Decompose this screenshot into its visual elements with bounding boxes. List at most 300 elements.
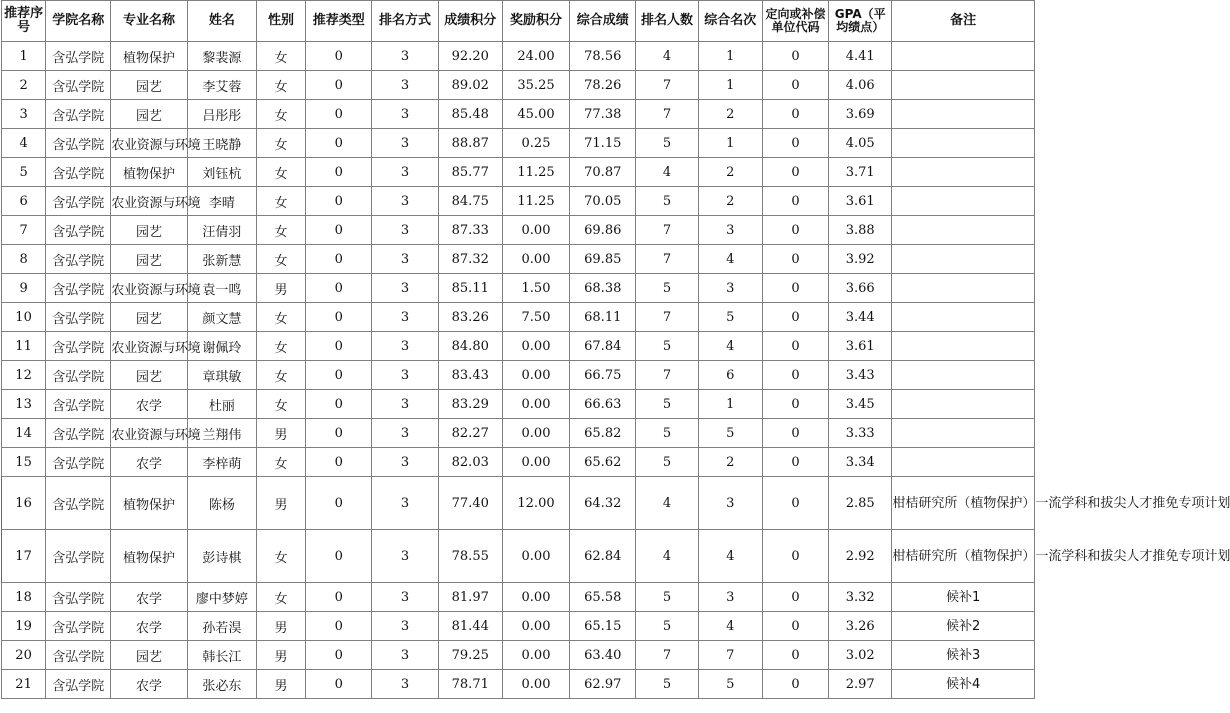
cell-major: 园艺	[111, 100, 187, 129]
cell-name: 黎裴源	[187, 42, 256, 71]
cell-rank: 7	[698, 641, 762, 670]
cell-code: 0	[762, 129, 828, 158]
cell-score: 79.25	[438, 641, 502, 670]
cell-score: 84.75	[438, 187, 502, 216]
cell-college: 含弘学院	[46, 245, 111, 274]
cell-total: 71.15	[570, 129, 636, 158]
cell-bonus: 12.00	[502, 477, 569, 530]
cell-college: 含弘学院	[46, 641, 111, 670]
cell-major: 农业资源与环境	[111, 129, 187, 158]
cell-gender: 女	[256, 245, 305, 274]
cell-rank-count: 5	[636, 448, 698, 477]
cell-seq: 13	[2, 390, 46, 419]
cell-name: 李梓萌	[187, 448, 256, 477]
cell-rank-mode: 3	[372, 129, 438, 158]
cell-total: 68.11	[570, 303, 636, 332]
cell-gpa: 3.61	[829, 187, 892, 216]
cell-college: 含弘学院	[46, 530, 111, 583]
cell-name: 袁一鸣	[187, 274, 256, 303]
cell-score: 87.33	[438, 216, 502, 245]
cell-bonus: 0.00	[502, 670, 569, 699]
cell-gpa: 3.02	[829, 641, 892, 670]
cell-gpa: 3.44	[829, 303, 892, 332]
cell-major: 农学	[111, 612, 187, 641]
cell-rec-type: 0	[306, 216, 372, 245]
table-row	[2, 245, 1035, 274]
cell-gender: 女	[256, 71, 305, 100]
cell-major: 植物保护	[111, 530, 187, 583]
cell-rank-count: 7	[636, 71, 698, 100]
cell-college: 含弘学院	[46, 274, 111, 303]
cell-name: 廖中梦婷	[187, 583, 256, 612]
cell-seq: 16	[2, 477, 46, 530]
cell-gender: 女	[256, 303, 305, 332]
header-note: 备注	[892, 1, 1035, 42]
cell-note	[892, 216, 1035, 245]
cell-major: 园艺	[111, 71, 187, 100]
cell-rank: 4	[698, 332, 762, 361]
cell-major: 农业资源与环境	[111, 274, 187, 303]
cell-total: 70.05	[570, 187, 636, 216]
cell-rank-count: 7	[636, 216, 698, 245]
header-bonus: 奖励积分	[502, 1, 569, 42]
header-row	[2, 1, 1035, 42]
cell-total: 69.85	[570, 245, 636, 274]
cell-gpa: 2.85	[829, 477, 892, 530]
cell-total: 70.87	[570, 158, 636, 187]
cell-rank-count: 7	[636, 303, 698, 332]
cell-rank-mode: 3	[372, 670, 438, 699]
cell-name: 陈杨	[187, 477, 256, 530]
cell-bonus: 11.25	[502, 187, 569, 216]
table-row	[2, 641, 1035, 670]
table-row	[2, 42, 1035, 71]
cell-rank-count: 5	[636, 583, 698, 612]
cell-rank: 4	[698, 245, 762, 274]
cell-rec-type: 0	[306, 361, 372, 390]
table-row	[2, 158, 1035, 187]
cell-name: 兰翔伟	[187, 419, 256, 448]
cell-gpa: 3.33	[829, 419, 892, 448]
cell-college: 含弘学院	[46, 390, 111, 419]
cell-seq: 11	[2, 332, 46, 361]
cell-college: 含弘学院	[46, 187, 111, 216]
cell-code: 0	[762, 216, 828, 245]
cell-rank-count: 5	[636, 274, 698, 303]
cell-gender: 男	[256, 477, 305, 530]
cell-rank-count: 7	[636, 245, 698, 274]
cell-code: 0	[762, 303, 828, 332]
cell-college: 含弘学院	[46, 670, 111, 699]
cell-total: 77.38	[570, 100, 636, 129]
cell-total: 66.75	[570, 361, 636, 390]
cell-rec-type: 0	[306, 641, 372, 670]
cell-major: 植物保护	[111, 477, 187, 530]
cell-rank-mode: 3	[372, 477, 438, 530]
cell-rank-count: 4	[636, 158, 698, 187]
table-row	[2, 187, 1035, 216]
cell-rank-count: 4	[636, 530, 698, 583]
table-row	[2, 390, 1035, 419]
cell-code: 0	[762, 583, 828, 612]
cell-rank: 1	[698, 129, 762, 158]
cell-rank: 3	[698, 477, 762, 530]
cell-code: 0	[762, 332, 828, 361]
cell-college: 含弘学院	[46, 303, 111, 332]
cell-seq: 15	[2, 448, 46, 477]
cell-major: 植物保护	[111, 158, 187, 187]
cell-rank-mode: 3	[372, 390, 438, 419]
cell-college: 含弘学院	[46, 129, 111, 158]
cell-note: 候补2	[892, 612, 1035, 641]
cell-rank-mode: 3	[372, 158, 438, 187]
cell-bonus: 0.00	[502, 332, 569, 361]
cell-rank-mode: 3	[372, 332, 438, 361]
cell-note: 候补1	[892, 583, 1035, 612]
cell-bonus: 24.00	[502, 42, 569, 71]
cell-rank: 3	[698, 583, 762, 612]
table-row	[2, 100, 1035, 129]
table-row	[2, 583, 1035, 612]
cell-gender: 女	[256, 216, 305, 245]
table-row	[2, 274, 1035, 303]
cell-score: 78.55	[438, 530, 502, 583]
cell-note: 柑桔研究所（植物保护）一流学科和拔尖人才推免专项计划	[892, 530, 1035, 583]
cell-gender: 女	[256, 530, 305, 583]
cell-rank-mode: 3	[372, 303, 438, 332]
header-gender: 性别	[256, 1, 305, 42]
header-seq: 推荐序号	[2, 1, 46, 42]
cell-gpa: 4.05	[829, 129, 892, 158]
cell-rank: 5	[698, 303, 762, 332]
cell-rec-type: 0	[306, 390, 372, 419]
cell-total: 65.62	[570, 448, 636, 477]
cell-major: 园艺	[111, 361, 187, 390]
cell-rank-count: 5	[636, 419, 698, 448]
cell-gender: 女	[256, 332, 305, 361]
cell-name: 张新慧	[187, 245, 256, 274]
cell-major: 园艺	[111, 641, 187, 670]
cell-rank: 5	[698, 419, 762, 448]
cell-seq: 19	[2, 612, 46, 641]
cell-gender: 女	[256, 129, 305, 158]
cell-rank-count: 4	[636, 477, 698, 530]
cell-bonus: 0.00	[502, 245, 569, 274]
cell-rec-type: 0	[306, 129, 372, 158]
table-row	[2, 477, 1035, 530]
cell-gpa: 4.06	[829, 71, 892, 100]
cell-name: 吕彤彤	[187, 100, 256, 129]
cell-total: 65.82	[570, 419, 636, 448]
cell-rank-mode: 3	[372, 361, 438, 390]
cell-note	[892, 129, 1035, 158]
cell-college: 含弘学院	[46, 100, 111, 129]
cell-code: 0	[762, 448, 828, 477]
cell-rank: 3	[698, 274, 762, 303]
cell-code: 0	[762, 530, 828, 583]
cell-code: 0	[762, 42, 828, 71]
header-rank: 综合名次	[698, 1, 762, 42]
cell-seq: 7	[2, 216, 46, 245]
cell-college: 含弘学院	[46, 158, 111, 187]
table-row	[2, 129, 1035, 158]
cell-bonus: 0.00	[502, 390, 569, 419]
cell-score: 83.26	[438, 303, 502, 332]
cell-major: 农业资源与环境	[111, 187, 187, 216]
cell-bonus: 45.00	[502, 100, 569, 129]
cell-note: 候补3	[892, 641, 1035, 670]
cell-name: 刘钰杭	[187, 158, 256, 187]
header-rank-mode: 排名方式	[372, 1, 438, 42]
cell-seq: 1	[2, 42, 46, 71]
cell-note	[892, 448, 1035, 477]
cell-rank: 2	[698, 448, 762, 477]
cell-note	[892, 332, 1035, 361]
cell-gpa: 3.43	[829, 361, 892, 390]
header-code: 定向或补偿单位代码	[762, 1, 828, 42]
table-row	[2, 612, 1035, 641]
cell-rank-count: 5	[636, 612, 698, 641]
cell-major: 农学	[111, 390, 187, 419]
cell-gpa: 3.92	[829, 245, 892, 274]
cell-bonus: 0.25	[502, 129, 569, 158]
table-row	[2, 216, 1035, 245]
cell-total: 78.26	[570, 71, 636, 100]
cell-gender: 女	[256, 361, 305, 390]
cell-seq: 4	[2, 129, 46, 158]
cell-college: 含弘学院	[46, 71, 111, 100]
cell-college: 含弘学院	[46, 419, 111, 448]
cell-seq: 8	[2, 245, 46, 274]
cell-college: 含弘学院	[46, 448, 111, 477]
cell-major: 农学	[111, 670, 187, 699]
cell-gender: 女	[256, 448, 305, 477]
cell-gender: 女	[256, 390, 305, 419]
cell-gpa: 3.32	[829, 583, 892, 612]
table-row	[2, 361, 1035, 390]
cell-seq: 2	[2, 71, 46, 100]
cell-code: 0	[762, 187, 828, 216]
cell-rank-count: 7	[636, 361, 698, 390]
table-body	[2, 42, 1230, 699]
cell-rec-type: 0	[306, 245, 372, 274]
cell-rank: 4	[698, 612, 762, 641]
table-row	[2, 332, 1035, 361]
cell-note	[892, 187, 1035, 216]
cell-note	[892, 390, 1035, 419]
cell-major: 园艺	[111, 245, 187, 274]
cell-score: 83.43	[438, 361, 502, 390]
cell-rec-type: 0	[306, 71, 372, 100]
cell-rank-mode: 3	[372, 187, 438, 216]
cell-gender: 男	[256, 274, 305, 303]
cell-rank: 5	[698, 670, 762, 699]
cell-note	[892, 419, 1035, 448]
cell-bonus: 0.00	[502, 612, 569, 641]
cell-score: 92.20	[438, 42, 502, 71]
cell-rank-mode: 3	[372, 612, 438, 641]
cell-code: 0	[762, 71, 828, 100]
cell-rank-count: 5	[636, 390, 698, 419]
cell-college: 含弘学院	[46, 583, 111, 612]
cell-rank: 2	[698, 100, 762, 129]
cell-major: 农业资源与环境	[111, 332, 187, 361]
cell-score: 82.27	[438, 419, 502, 448]
cell-bonus: 11.25	[502, 158, 569, 187]
header-total: 综合成绩	[570, 1, 636, 42]
cell-total: 64.32	[570, 477, 636, 530]
cell-bonus: 0.00	[502, 583, 569, 612]
cell-gpa: 3.88	[829, 216, 892, 245]
cell-rec-type: 0	[306, 332, 372, 361]
cell-total: 62.97	[570, 670, 636, 699]
cell-seq: 12	[2, 361, 46, 390]
cell-code: 0	[762, 670, 828, 699]
header-score: 成绩积分	[438, 1, 502, 42]
cell-note	[892, 303, 1035, 332]
cell-rank-count: 5	[636, 187, 698, 216]
cell-gender: 女	[256, 100, 305, 129]
cell-name: 谢佩玲	[187, 332, 256, 361]
cell-name: 张必东	[187, 670, 256, 699]
cell-rank: 1	[698, 71, 762, 100]
cell-gender: 男	[256, 419, 305, 448]
cell-college: 含弘学院	[46, 216, 111, 245]
cell-gpa: 3.61	[829, 332, 892, 361]
cell-rank-mode: 3	[372, 448, 438, 477]
cell-seq: 21	[2, 670, 46, 699]
cell-total: 63.40	[570, 641, 636, 670]
cell-gender: 女	[256, 158, 305, 187]
cell-name: 汪倩羽	[187, 216, 256, 245]
cell-rec-type: 0	[306, 187, 372, 216]
cell-rank-mode: 3	[372, 216, 438, 245]
cell-bonus: 0.00	[502, 361, 569, 390]
cell-college: 含弘学院	[46, 612, 111, 641]
cell-gpa: 2.92	[829, 530, 892, 583]
cell-total: 65.15	[570, 612, 636, 641]
cell-bonus: 35.25	[502, 71, 569, 100]
cell-rank-count: 5	[636, 670, 698, 699]
cell-total: 65.58	[570, 583, 636, 612]
cell-code: 0	[762, 477, 828, 530]
cell-rank-count: 7	[636, 641, 698, 670]
cell-rank-mode: 3	[372, 274, 438, 303]
table-row	[2, 419, 1035, 448]
cell-name: 孙若淏	[187, 612, 256, 641]
table-row	[2, 530, 1035, 583]
cell-rec-type: 0	[306, 612, 372, 641]
cell-note	[892, 361, 1035, 390]
table-row	[2, 71, 1035, 100]
header-gpa: GPA（平均绩点）	[829, 1, 892, 42]
cell-rank-mode: 3	[372, 42, 438, 71]
cell-rec-type: 0	[306, 583, 372, 612]
cell-seq: 5	[2, 158, 46, 187]
cell-gender: 女	[256, 42, 305, 71]
table-row	[2, 670, 1035, 699]
cell-gpa: 3.45	[829, 390, 892, 419]
header-rank-count: 排名人数	[636, 1, 698, 42]
cell-code: 0	[762, 419, 828, 448]
cell-gender: 女	[256, 583, 305, 612]
cell-score: 88.87	[438, 129, 502, 158]
cell-major: 园艺	[111, 216, 187, 245]
cell-rec-type: 0	[306, 530, 372, 583]
cell-total: 68.38	[570, 274, 636, 303]
cell-note: 柑桔研究所（植物保护）一流学科和拔尖人才推免专项计划	[892, 477, 1035, 530]
table-row	[2, 303, 1035, 332]
cell-rank-mode: 3	[372, 530, 438, 583]
cell-code: 0	[762, 361, 828, 390]
cell-name: 李艾蓉	[187, 71, 256, 100]
cell-gpa: 3.71	[829, 158, 892, 187]
cell-rec-type: 0	[306, 42, 372, 71]
cell-rank-mode: 3	[372, 583, 438, 612]
cell-code: 0	[762, 641, 828, 670]
cell-gpa: 3.66	[829, 274, 892, 303]
cell-gender: 女	[256, 187, 305, 216]
cell-major: 农学	[111, 448, 187, 477]
cell-rank-mode: 3	[372, 71, 438, 100]
cell-name: 韩长江	[187, 641, 256, 670]
cell-gpa: 2.97	[829, 670, 892, 699]
cell-gpa: 3.26	[829, 612, 892, 641]
cell-total: 78.56	[570, 42, 636, 71]
cell-gender: 男	[256, 612, 305, 641]
cell-score: 84.80	[438, 332, 502, 361]
cell-rank-mode: 3	[372, 100, 438, 129]
cell-name: 颜文慧	[187, 303, 256, 332]
cell-gpa: 3.69	[829, 100, 892, 129]
cell-rank: 2	[698, 187, 762, 216]
cell-gender: 男	[256, 670, 305, 699]
cell-seq: 18	[2, 583, 46, 612]
cell-rec-type: 0	[306, 100, 372, 129]
cell-code: 0	[762, 158, 828, 187]
cell-total: 67.84	[570, 332, 636, 361]
cell-score: 85.77	[438, 158, 502, 187]
cell-bonus: 0.00	[502, 216, 569, 245]
header-rec-type: 推荐类型	[306, 1, 372, 42]
cell-note	[892, 158, 1035, 187]
cell-rec-type: 0	[306, 448, 372, 477]
cell-college: 含弘学院	[46, 361, 111, 390]
cell-total: 69.86	[570, 216, 636, 245]
cell-name: 章琪敏	[187, 361, 256, 390]
cell-seq: 10	[2, 303, 46, 332]
cell-seq: 14	[2, 419, 46, 448]
cell-rank-count: 5	[636, 129, 698, 158]
cell-name: 王晓静	[187, 129, 256, 158]
header-name: 姓名	[187, 1, 256, 42]
cell-rank: 6	[698, 361, 762, 390]
cell-bonus: 1.50	[502, 274, 569, 303]
cell-code: 0	[762, 245, 828, 274]
cell-rank: 2	[698, 158, 762, 187]
cell-bonus: 0.00	[502, 419, 569, 448]
cell-code: 0	[762, 390, 828, 419]
cell-score: 85.11	[438, 274, 502, 303]
cell-note: 候补4	[892, 670, 1035, 699]
cell-score: 81.97	[438, 583, 502, 612]
cell-rank-mode: 3	[372, 641, 438, 670]
cell-rank-count: 7	[636, 100, 698, 129]
cell-code: 0	[762, 100, 828, 129]
cell-rank: 3	[698, 216, 762, 245]
cell-bonus: 7.50	[502, 303, 569, 332]
cell-score: 89.02	[438, 71, 502, 100]
